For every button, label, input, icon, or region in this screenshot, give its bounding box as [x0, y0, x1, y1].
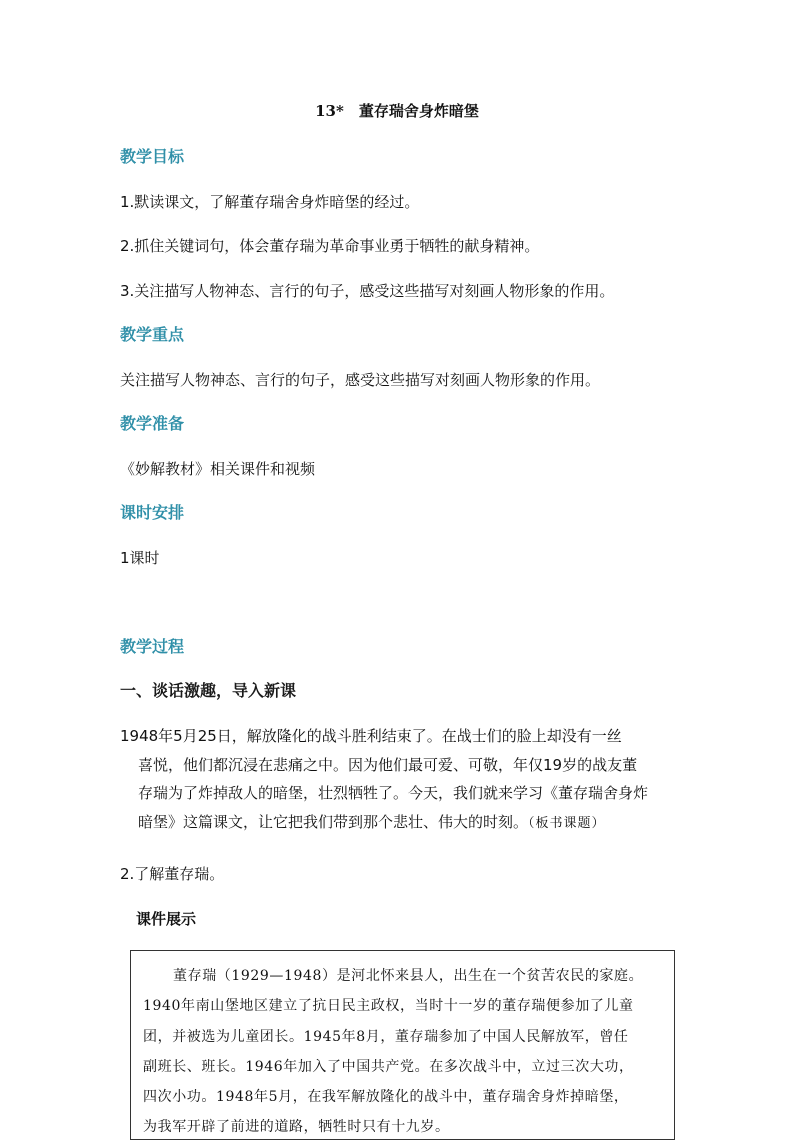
courseware-line-3: 团，并被选为儿童团长。1945年8月，董存瑞参加了中国人民解放军，曾任 — [143, 1028, 629, 1045]
courseware-line-6: 为我军开辟了前进的道路，牺牲时只有十九岁。 — [143, 1119, 450, 1136]
heading-preparation: 教学准备 — [120, 414, 185, 433]
process-item-1-line-4 — [120, 811, 675, 840]
goal-item-3: 3.关注描写人物神态、言行的句子，感受这些描写对刻画人物形象的作用。 — [120, 282, 615, 300]
process-item-1-lines — [120, 725, 675, 840]
heading-goals: 教学目标 — [120, 147, 185, 166]
process-item-1-line-2: 喜悦，他们都沉浸在悲痛之中。因为他们最可爱、可敬，年仅19岁的战友董 — [138, 755, 638, 774]
process-item-1-line-1: 1948年5月25日，解放隆化的战斗胜利结束了。在战士们的脸上却没有一丝 — [120, 727, 622, 745]
courseware-line-2: 1940年南山堡地区建立了抗日民主政权，当时十一岁的董存瑞便参加了儿童 — [143, 998, 634, 1015]
process-item-1 — [120, 725, 675, 840]
preparation-text: 《妙解教材》相关课件和视频 — [120, 460, 316, 478]
goal-item-2: 2.抓住关键词句，体会董存瑞为革命事业勇于牺牲的献身精神。 — [120, 237, 540, 255]
heading-process: 教学过程 — [120, 637, 185, 656]
schedule-text: 1课时 — [120, 549, 160, 567]
process-item-1-line-4-text: 暗堡》这篇课文，让它把我们带到那个悲壮、伟大的时刻。 — [138, 813, 529, 832]
key-points-text: 关注描写人物神态、言行的句子，感受这些描写对刻画人物形象的作用。 — [120, 371, 601, 389]
courseware-line-1: 董存瑞（1929—1948）是河北怀来县人，出生在一个贫苦农民的家庭。 — [173, 968, 644, 984]
heading-key-points: 教学重点 — [120, 325, 185, 344]
process-item-2: 2.了解董存瑞。 — [120, 865, 225, 883]
courseware-label: 课件展示 — [136, 910, 197, 928]
courseware-box — [130, 950, 675, 1140]
courseware-line-5: 四次小功。1948年5月，在我军解放隆化的战斗中，董存瑞舍身炸掉暗堡， — [143, 1089, 629, 1106]
heading-part1: 一、谈话激趣，导入新课 — [120, 681, 297, 700]
process-item-1-line-3: 存瑞为了炸掉敌人的暗堡，壮烈牺牲了。今天，我们就来学习《董存瑞舍身炸 — [138, 784, 649, 803]
goal-item-1: 1.默读课文，了解董存瑞舍身炸暗堡的经过。 — [120, 193, 420, 211]
heading-schedule: 课时安排 — [120, 503, 185, 522]
lesson-title: 13* 董存瑞舍身炸暗堡 — [315, 102, 479, 120]
blackboard-tag: （板书课题） — [528, 816, 606, 832]
courseware-line-4: 副班长、班长。1946年加入了中国共产党。在多次战斗中，立过三次大功， — [143, 1058, 634, 1075]
